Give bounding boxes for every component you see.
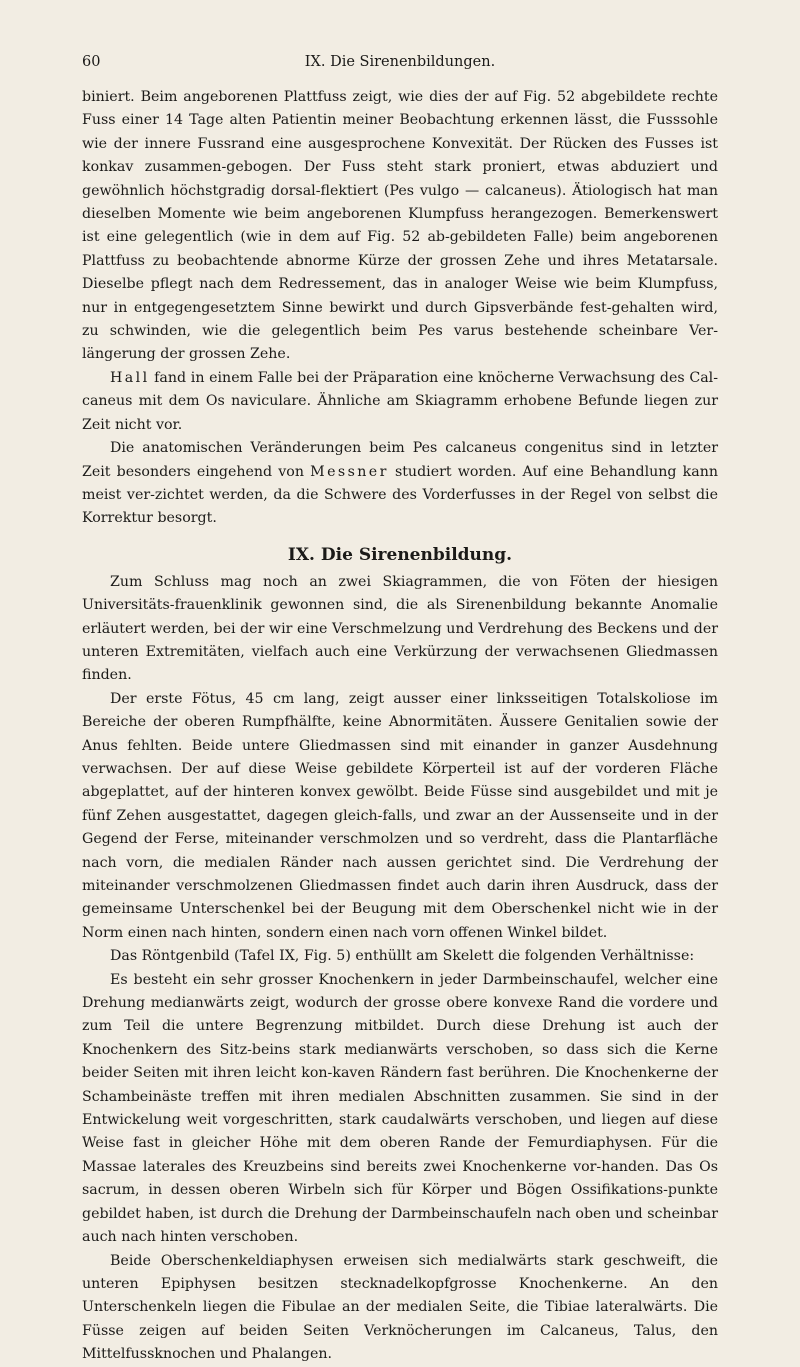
- paragraph-pelvis: Es besteht ein sehr grosser Knochenkern in jeder Darmbeinschaufel, welcher eine Drehung medianwärts zeigt, wodurch der grosse obere konvexe Rand die vordere und zum Teil die untere Begrenzung mitbildet. Durch diese Drehung ist auch der Knochenkern des Sitz-beins stark medianwärts verschoben, so dass sich die Kerne beider Seiten mit ihren leicht kon-kaven Rändern fast berühren. Die Knochenkerne der Schambeinäste treffen mit ihren medialen Abschnitten zusammen. Sie sind in der Entwickelung weit vorgeschritten, stark caudalwärts verschoben, und liegen auf diese Weise fast in gleicher Höhe mit dem oberen Rande der Femurdiaphysen. Für die Massae laterales des Kreuzbeins sind bereits zwei Knochenkerne vor-handen. Das Os sacrum, in dessen oberen Wirbeln sich für Körper und Bögen Ossifikations-punkte gebildet haben, ist durch die Drehung der Darmbeinschaufeln nach oben und scheinbar auch nach hinten verschoben.: [82, 971, 718, 1246]
- running-title: IX. Die Sirenenbildungen.: [304, 54, 496, 70]
- section-heading: IX. Die Sirenenbildung.: [287, 544, 513, 565]
- paragraph-limbs: Beide Oberschenkeldiaphysen erweisen sich medialwärts stark geschweift, die unteren Epiphysen besitzen stecknadelkopfgrosse Knochenkerne. An den Unterschenkeln liegen die Fibulae an der medialen Seite, die Tibiae lateralwärts. Die Füsse zeigen auf beiden Seiten Verknöcherungen im Calcaneus, Talus, den Mittelfussknochen und Phalangen.: [82, 1252, 718, 1363]
- author-name-messner: Messner: [310, 463, 389, 480]
- paragraph-messner-text-b: studiert worden. Auf eine Behandlung kann meist ver-zichtet werden, da die Schwere des Vorderfusses in der Regel von selbst die Korrektur besorgt.: [82, 463, 718, 527]
- page-number: 60: [82, 54, 101, 70]
- paragraph-hall: [82, 367, 718, 437]
- author-name-hall: Hall: [110, 369, 150, 386]
- paragraph-intro: Zum Schluss mag noch an zwei Skiagrammen, die von Föten der hiesigen Universitäts-frauenklinik gewonnen sind, die als Sirenenbildung bekannte Anomalie erläutert werden, bei der wir eine Verschmelzung und Verdrehung des Beckens und der unteren Extremitäten, vielfach auch eine Verkürzung der verwachsenen Gliedmassen finden.: [82, 573, 718, 684]
- paragraph-first-fetus: Der erste Fötus, 45 cm lang, zeigt ausser einer linksseitigen Totalskoliose im Bereiche der oberen Rumpfhälfte, keine Abnormitäten. Äussere Genitalien sowie der Anus fehlten. Beide untere Gliedmassen sind mit einander in ganzer Ausdehnung verwachsen. Der auf diese Weise gebildete Körperteil ist auf der vorderen Fläche abgeplattet, auf der hinteren konvex gewölbt. Beide Füsse sind ausgebildet und mit je fünf Zehen ausgestattet, dagegen gleich-falls, und zwar an der Aussenseite und in der Gegend der Ferse, miteinander verschmolzen und so verdreht, dass die Plantarfläche nach vorn, die medialen Ränder nach aussen gerichtet sind. Die Verdrehung der miteinander verschmolzenen Gliedmassen findet auch darin ihren Ausdruck, dass der gemeinsame Unterschenkel bei der Beugung mit dem Oberschenkel nicht wie in der Norm einen nach hinten, sondern einen nach vorn offenen Winkel bildet.: [82, 690, 718, 941]
- running-header: [82, 54, 718, 78]
- paragraph-hall-text: fand in einem Falle bei der Präparation eine knöcherne Verwachsung des Cal-caneus mit dem Os naviculare. Ähnliche am Skiagramm erhobene Befunde liegen zur Zeit nicht vor.: [82, 369, 718, 433]
- paragraph-roentgen: Das Röntgenbild (Tafel IX, Fig. 5) enthüllt am Skelett die folgenden Verhältnisse:: [110, 948, 695, 965]
- page-body: [82, 86, 718, 1367]
- paragraph-plattfuss: biniert. Beim angeborenen Plattfuss zeigt, wie dies der auf Fig. 52 abgebildete rechte Fuss einer 14 Tage alten Patientin meiner Beobachtung erkennen lässt, die Fusssohle wie der innere Fussrand eine ausgesprochene Konvexität. Der Rücken des Fusses ist konkav zusammen-gebogen. Der Fuss steht stark proniert, etwas abduziert und gewöhnlich höchstgradig dorsal-flektiert (Pes vulgo — calcaneus). Ätiologisch hat man dieselben Momente wie beim angeborenen Klumpfuss herangezogen. Bemerkenswert ist eine gelegentlich (wie in dem auf Fig. 52 ab-gebildeten Falle) beim angeborenen Plattfuss zu beobachtende abnorme Kürze der grossen Zehe und ihres Metatarsale. Dieselbe pflegt nach dem Redressement, das in analoger Weise wie beim Klumpfuss, nur in entgegengesetztem Sinne bewirkt und durch Gipsverbände fest-gehalten wird, zu schwinden, wie die gelegentlich beim Pes varus bestehende scheinbare Ver-längerung der grossen Zehe.: [82, 89, 718, 363]
- paragraph-messner-text-a: Die anatomischen Veränderungen beim Pes calcaneus congenitus sind in letzter Zeit besonders eingehend von: [82, 440, 718, 480]
- paragraph-messner: [82, 437, 718, 531]
